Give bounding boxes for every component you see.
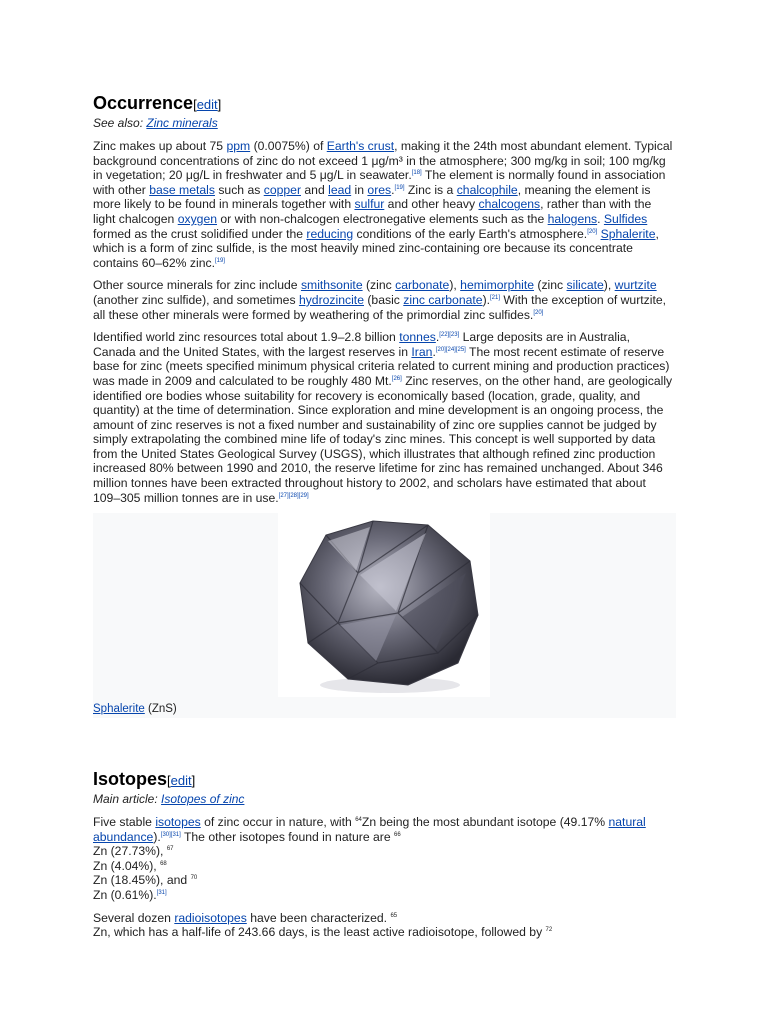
inline-link[interactable]: zinc carbonate [403, 292, 483, 307]
citation-ref[interactable]: [21] [490, 294, 501, 301]
occurrence-edit-link[interactable]: edit [196, 97, 218, 112]
sphalerite-figure [93, 513, 676, 718]
citation-ref[interactable]: [26] [391, 375, 402, 382]
inline-link[interactable]: chalcogens [478, 197, 541, 212]
occurrence-heading-text: Occurrence [93, 93, 194, 113]
sphalerite-caption [93, 703, 177, 715]
hatnote-prefix: Main article: [93, 792, 162, 806]
isotopes-edit-link[interactable]: edit [170, 773, 192, 788]
zinc-minerals-link[interactable]: Zinc minerals [146, 116, 218, 130]
isotopes-paragraph-2: Several dozen radioisotopes have been characterized. $^{65}$ Zn, which has a half-life of 243.66 days, is the least active radioisotope, followed by $^{72}$ [93, 910, 553, 940]
inline-link[interactable]: copper [263, 182, 301, 197]
citation-ref[interactable]: [20][24][25] [435, 346, 466, 353]
inline-link[interactable]: halogens [547, 211, 598, 226]
isotope-mass-number: 67 [166, 846, 174, 853]
isotope-mass-number: 66 [394, 831, 401, 838]
occurrence-hatnote [93, 116, 676, 131]
citation-ref[interactable]: [19] [214, 257, 225, 264]
inline-link[interactable]: Earth's crust [326, 139, 395, 153]
inline-link[interactable]: wurtzite [614, 278, 657, 293]
occurrence-section [93, 92, 676, 718]
occurrence-heading: Occurrence[edit] [93, 93, 222, 113]
occurrence-paragraph-1: Zinc makes up about 75 ppm (0.0075%) of Earth's crust, making it the 24th most abundant element. Typical background concentrations of zinc do not exceed 1 μg/m³ in the atmosphere; 300 mg/kg in soil; 100 mg/kg in vegetation; 20 μg/L in freshwater and 5 μg/L in seawater.[18] The element is normally found in association with other base metals such as copper and lead in ores.[19] Zinc is a chalcophile, meaning the element is more likely to be found in minerals together with sulfur and other heavy chalcogens, rather than with the light chalcogen oxygen or with non-chalcogen electronegative elements such as the halogens. Sulfides formed as the crust solidified under the reducing conditions of the early Earth's atmosphere.[20] Sphalerite, which is a form of zinc sulfide, is the most heavily mined zinc-containing ore because its concentrate contains 60–62% zinc.[19] [93, 139, 673, 270]
isotopes-section [93, 768, 676, 948]
isotopes-hatnote [93, 792, 676, 807]
inline-link[interactable]: hydrozincite [298, 292, 364, 307]
isotope-mass-number: 64 [355, 817, 362, 823]
citation-ref[interactable]: [18] [411, 170, 422, 177]
hatnote-prefix: See also: [93, 116, 147, 130]
citation-ref[interactable]: [19] [394, 184, 405, 191]
inline-link[interactable]: lead [328, 182, 352, 197]
inline-link[interactable]: chalcophile [456, 182, 518, 197]
isotope-mass-number: 65 [390, 912, 398, 919]
sphalerite-image[interactable] [278, 513, 490, 697]
inline-link[interactable]: hemimorphite [460, 278, 535, 293]
inline-link[interactable]: natural abundance [93, 815, 646, 844]
occurrence-paragraph-3: Identified world zinc resources total about 1.9–2.8 billion tonnes.[22][23] Large deposits are in Australia, Canada and the United States, with the largest reserves in Iran.[20][24][25] The most recent estimate of reserve base for zinc (meets specified minimum physical criteria related to current mining and production practices) was made in 2009 and calculated to be roughly 480 Mt.[26] Zinc reserves, on the other hand, are geologically identified ore bodies whose suitability for recovery is economically based (location, grade, quality, and quantity) at the time of determination. Since exploration and mine development is an ongoing process, the amount of zinc reserves is not a fixed number and sustainability of zinc ore supplies cannot be judged by simply extrapolating the combined mine life of today's zinc mines. This concept is well supported by data from the United States Geological Survey (USGS), which illustrates that although refined zinc production increased 80% between 1990 and 2010, the reserve lifetime for zinc has remained unchanged. About 346 million tonnes have been extracted throughout history to 2002, and scholars have estimated that about 109–305 million tonnes are in use.[27][28][29] [93, 330, 673, 505]
isotopes-of-zinc-link[interactable]: Isotopes of zinc [161, 792, 245, 806]
inline-link[interactable]: sulfur [354, 197, 385, 212]
citation-ref[interactable]: [20] [587, 228, 598, 235]
inline-link[interactable]: Sulfides [603, 211, 648, 226]
isotope-mass-number: 68 [160, 860, 167, 867]
inline-link[interactable]: tonnes [399, 330, 436, 345]
sphalerite-caption-link[interactable]: Sphalerite [93, 703, 145, 716]
citation-ref[interactable]: [30][31] [160, 831, 181, 838]
isotope-mass-number: 70 [190, 875, 198, 882]
citation-ref[interactable]: [31] [156, 889, 167, 896]
inline-link[interactable]: Iran [411, 344, 433, 359]
citation-ref[interactable]: [27][28][29] [278, 492, 309, 499]
citation-ref[interactable]: [20] [533, 309, 544, 316]
inline-link[interactable]: base metals [149, 182, 215, 197]
sphalerite-mineral-icon [278, 513, 490, 697]
inline-link[interactable]: radioisotopes [174, 910, 247, 925]
inline-link[interactable]: silicate [566, 278, 604, 293]
inline-link[interactable]: carbonate [395, 278, 450, 293]
inline-link[interactable]: oxygen [177, 211, 218, 226]
isotope-mass-number: 72 [545, 927, 553, 934]
inline-link[interactable]: Sphalerite [600, 226, 656, 241]
citation-ref[interactable]: [22][23] [439, 332, 460, 339]
isotopes-heading-text: Isotopes [93, 769, 168, 789]
inline-link[interactable]: isotopes [155, 815, 201, 829]
caption-formula: (ZnS) [144, 703, 177, 716]
inline-link[interactable]: smithsonite [300, 278, 363, 293]
occurrence-paragraph-2: Other source minerals for zinc include smithsonite (zinc carbonate), hemimorphite (zinc silicate), wurtzite (another zinc sulfide), and sometimes hydrozincite (basic zinc carbonate).[21] With the exception of wurtzite, all these other minerals were formed by weathering of the primordial zinc sulfides.[20] [93, 278, 666, 322]
inline-link[interactable]: reducing [306, 226, 354, 241]
isotopes-paragraph-1: Five stable isotopes of zinc occur in nature, with $^{64}$Zn being the most abundant isotope (49.17% natural abundance).[30][31] The other isotopes found in nature are $^{66}$ Zn (27.73%), $^{67}$ Zn (4.04%), $^{68}$ Zn (18.45%), and $^{70}$ Zn (0.61%).[31] [93, 815, 646, 902]
inline-link[interactable]: ores [367, 182, 392, 197]
isotopes-heading: Isotopes[edit] [93, 769, 196, 789]
inline-link[interactable]: ppm [226, 139, 251, 153]
